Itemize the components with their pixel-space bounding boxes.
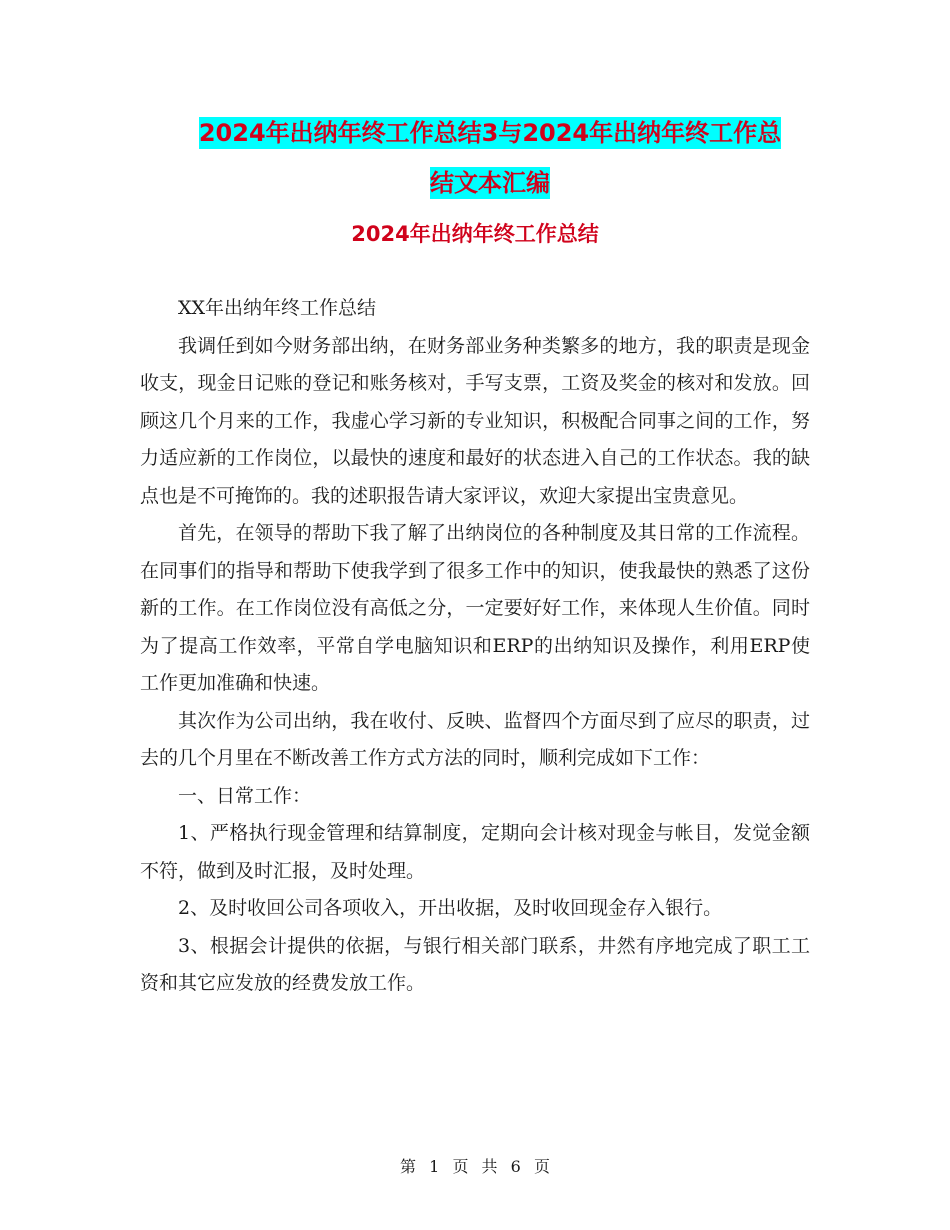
footer-page-word: 页 bbox=[452, 1157, 469, 1176]
document-title bbox=[140, 108, 840, 208]
total-pages: 6 bbox=[510, 1157, 521, 1176]
document-body bbox=[140, 290, 810, 1003]
title-line-1: 2024年出纳年终工作总结3与2024年出纳年终工作总 bbox=[198, 119, 782, 147]
page-number: 1 bbox=[429, 1157, 440, 1176]
paragraph: 2、及时收回公司各项收入，开出收据，及时收回现金存入银行。 bbox=[178, 897, 723, 919]
paragraph: 其次作为公司出纳，我在收付、反映、监督四个方面尽到了应尽的职责，过去的几个月里在不断改善工作方式方法的同时，顺利完成如下工作： bbox=[140, 709, 810, 769]
title-line-2: 结文本汇编 bbox=[430, 169, 550, 197]
footer-total-word: 共 bbox=[481, 1157, 498, 1176]
footer-prefix: 第 bbox=[400, 1157, 417, 1176]
footer-suffix: 页 bbox=[533, 1157, 550, 1176]
paragraph: 首先，在领导的帮助下我了解了出纳岗位的各种制度及其日常的工作流程。在同事们的指导和帮助下使我学到了很多工作中的知识，使我最快的熟悉了这份新的工作。在工作岗位没有高低之分，一定要好好工作，来体现人生价值。同时为了提高工作效率，平常自学电脑知识和ERP的出纳知识及操作，利用ERP使工作更加准确和快速。 bbox=[140, 522, 810, 694]
section-heading: 2024年出纳年终工作总结 bbox=[351, 222, 599, 246]
paragraph: 我调任到如今财务部出纳，在财务部业务种类繁多的地方，我的职责是现金收支，现金日记账的登记和账务核对，手写支票，工资及奖金的核对和发放。回顾这几个月来的工作，我虚心学习新的专业知识，积极配合同事之间的工作，努力适应新的工作岗位，以最快的速度和最好的状态进入自己的工作状态。我的缺点也是不可掩饰的。我的述职报告请大家评议，欢迎大家提出宝贵意见。 bbox=[140, 334, 810, 507]
page-footer bbox=[0, 1154, 950, 1177]
paragraph: XX年出纳年终工作总结 bbox=[178, 297, 377, 319]
paragraph: 1、严格执行现金管理和结算制度，定期向会计核对现金与帐目，发觉金额不符，做到及时汇报，及时处理。 bbox=[140, 822, 810, 882]
paragraph: 一、日常工作： bbox=[178, 784, 312, 807]
paragraph: 3、根据会计提供的依据，与银行相关部门联系，井然有序地完成了职工工资和其它应发放的经费发放工作。 bbox=[140, 934, 810, 994]
